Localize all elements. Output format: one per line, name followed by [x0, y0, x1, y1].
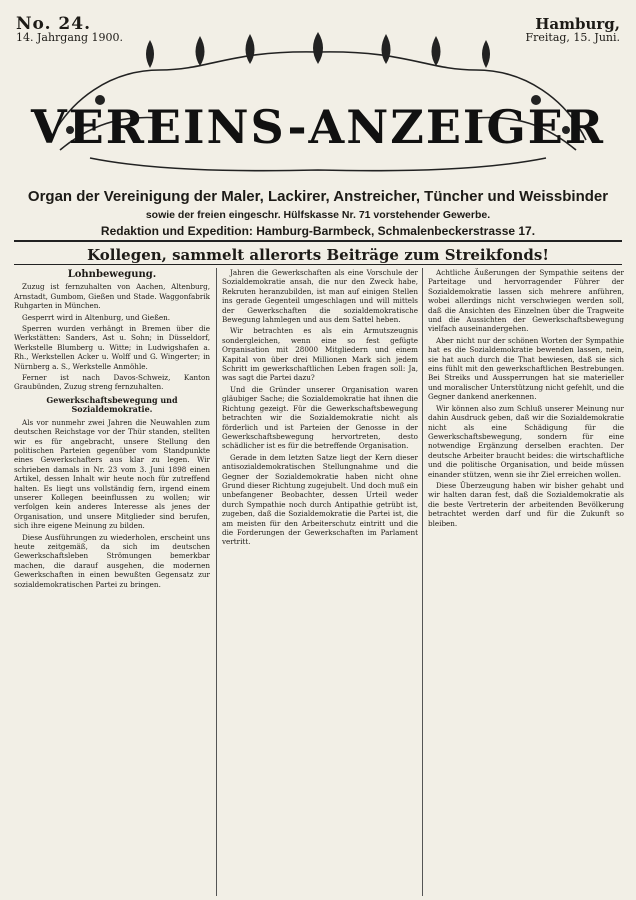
- column-1: [14, 268, 210, 898]
- paragraph: Wir können also zum Schluß unserer Meinung nur dahin Ausdruck geben, daß wir die Sozialdemokratie nicht als eine Schädigung für die Gewerkschaftsbewegung, sondern für eine notwendige Ergänzung derselben erachten. Der deutsche Arbeiter braucht beides: die wirtschaftliche und die politische Organisation, und beide müssen einander stützen, wenn sie ihr Ziel erreichen wollen.: [428, 403, 624, 479]
- divider-banner: [14, 264, 622, 265]
- paragraph: Und die Gründer unserer Organisation waren gläubiger Sache; die Sozialdemokratie hat ihnen die Richtung gezeigt. Für die Gewerkschaftsbewegung betrachten wir die Sozialdemokratie nicht als förderlich und ist Parteien der Genosse in der Gewerkschaftsbewegung hervortreten, desto schädlicher ist es für die betreffende Organisation.: [222, 384, 418, 451]
- issue-date: Freitag, 15. Juni.: [525, 31, 620, 44]
- paragraph: Aber nicht nur der schönen Worten der Sympathie hat es die Sozialdemokratie bewenden lassen, nein, sie hat auch durch die That bewiesen, daß sie sich eins fühlt mit den gewerkschaftlichen Bestrebungen. Bei Streiks und Aussperrungen hat sie materieller und moralischer Unterstützung nicht gefehlt, und die Gegner dankend anerkennen.: [428, 335, 624, 402]
- masthead: [30, 30, 606, 180]
- paragraph: Sperren wurden verhängt in Bremen über die Werkstätten: Sanders, Ast u. Sohn; in Düsseldorf, Werkstelle Blumberg u. Witte; in Ludwigshafen a. Rh., Werkstellen Acker u. Wolff und G. Wingerter; in Nürnberg a. S., Werkstelle Anmöhle.: [14, 324, 210, 371]
- volume-year: 14. Jahrgang 1900.: [16, 31, 124, 44]
- paragraph: Zuzug ist fernzuhalten von Aachen, Altenburg, Arnstadt, Gumbom, Gießen und Stade. Waggonfabrik Ruhgarten in München.: [14, 282, 210, 311]
- paragraph: Diese Ausführungen zu wiederholen, erscheint uns heute zeitgemäß, da sich im deutschen Gewerkschaftsleben Strömungen bemerkbar machen, die darauf ausgehen, die modernen Gewerkschaften in einen bewußten Gegensatz zur sozialdemokratischen Partei zu bringen.: [14, 532, 210, 589]
- paragraph: Gerade in dem letzten Satze liegt der Kern dieser antisozialdemokratischen Stellungnahme und die Gegner der Sozialdemokratie haben nicht ohne Grund dieser Richtung zugejubelt. Und doch muß ein unbefangener Beobachter, dessen Urteil weder durch Sympathie noch durch Antipathie getrübt ist, zugeben, daß die Sozialdemokratie die Partei ist, die am meisten für den Arbeiterschutz eintritt und die die Forderungen der Gewerkschaften im Parlament vertritt.: [222, 452, 418, 547]
- section-heading: Lohnbewegung.: [67, 269, 157, 280]
- divider-top: [14, 240, 622, 242]
- column-separator: [422, 268, 423, 896]
- banner: Kollegen, sammelt allerorts Beiträge zum Streikfonds!: [87, 246, 549, 264]
- paragraph: Wir betrachten es als ein Armutszeugnis sondergleichen, wenn eine so fest gefügte Organisation mit 28000 Mitgliedern und einem Kapital von über drei Millionen Mark sich jedem Schritt im gewerkschaftlichen Leben fragen soll: Ja, was sagt die Partei dazu?: [222, 326, 418, 383]
- sub-line: sowie der freien eingeschr. Hülfskasse Nr. 71 vorstehender Gewerbe.: [145, 209, 491, 221]
- paragraph: Als vor nunmehr zwei Jahren die Neuwahlen zum deutschen Reichstage vor der Thür standen, stellten wir es für angebracht, unsere Stellung den politischen Parteien gegenüber vom Standpunkte eines Gewerkschafters aus klar zu legen. Wir schrieben damals in Nr. 23 vom 3. Juni 1898 einen Artikel, dessen Inhalt wir heute noch für zutreffend halten. Es liegt uns vollständig fern, irgend einem unserer Kollegen beeinflussen zu wollen; wir verfolgen kein anderes Interesse als jenes der Organisation, und unsere Mitglieder sind berufen, sich ihre eigene Meinung zu bilden.: [14, 417, 210, 531]
- paragraph: Gesperrt wird in Altenburg, und Gießen.: [22, 312, 171, 322]
- paragraph: Ferner ist nach Davos-Schweiz, Kanton Graubünden, Zuzug streng fernzuhalten.: [14, 373, 210, 392]
- redaktion-line: Redaktion und Expedition: Hamburg-Barmbeck, Schmalenbeckerstrasse 17.: [100, 224, 536, 238]
- column-separator: [216, 268, 217, 896]
- paragraph: Jahren die Gewerkschaften als eine Vorschule der Sozialdemokratie ansah, die nur den Zweck habe, Rekruten heranzubilden, ist man auf einigen Stellen ins gerade Gegenteil umgeschlagen und will mittels der Gewerkschaften die sozialdemokratische Bewegung lahmlegen und aus dem Sattel heben.: [222, 268, 418, 325]
- city: Hamburg,: [535, 15, 620, 33]
- issue-number: No. 24.: [16, 14, 91, 34]
- paragraph: Achtliche Äußerungen der Sympathie seitens der Parteitage und hervorragender Führer der Sozialdemokratie lassen sich mehrere anführen, wobei allerdings nicht verschwiegen werden soll, daß die Ansichten des Einzelnen über die Tragweite und die Aussichten der Gewerkschaftsbewegung vielfach auseinandergehen.: [428, 268, 624, 334]
- organ-line: Organ der Vereinigung der Maler, Lackirer, Anstreicher, Tüncher und Weissbinder: [27, 188, 609, 205]
- paragraph: Diese Überzeugung haben wir bisher gehabt und wir halten daran fest, daß die Sozialdemokratie als die beste Vertreterin der arbeitenden Bevölkerung betrachtet werden darf und für die Zukunft so bleiben.: [428, 480, 624, 528]
- masthead-title: VEREINS-ANZEIGER: [30, 100, 606, 154]
- column-2: [222, 268, 418, 898]
- article-heading: Gewerkschaftsbewegung und Sozialdemokratie.: [46, 394, 178, 415]
- column-3: [428, 268, 624, 898]
